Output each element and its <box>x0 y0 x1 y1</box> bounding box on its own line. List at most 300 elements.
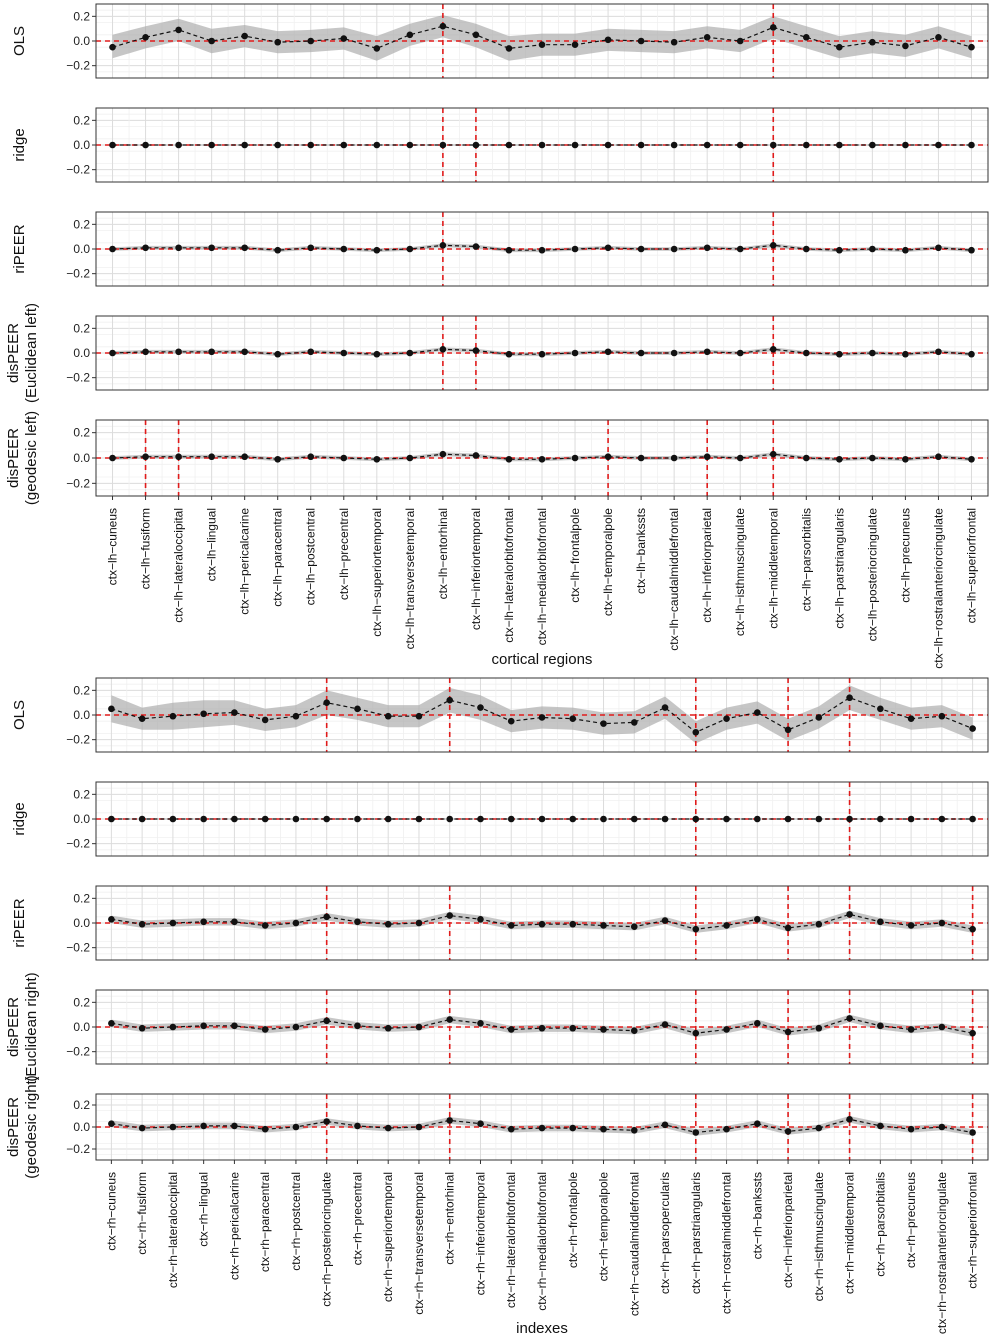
data-point <box>969 1129 976 1136</box>
data-point <box>208 142 215 149</box>
data-point <box>770 242 777 249</box>
y-tick-label: −0.2 <box>66 732 90 747</box>
data-point <box>323 1118 330 1125</box>
data-point <box>407 142 414 149</box>
data-point <box>671 246 678 253</box>
data-point <box>446 1016 453 1023</box>
data-point <box>723 1026 730 1033</box>
y-tick-label: 0.2 <box>73 683 90 698</box>
category-label: ctx−rh−superiortemporal <box>381 1172 396 1303</box>
data-point <box>354 706 361 713</box>
data-point <box>407 455 414 462</box>
data-point <box>374 142 381 149</box>
data-point <box>446 697 453 704</box>
data-point <box>816 1125 823 1132</box>
panel-label: OLS <box>11 699 28 731</box>
data-point <box>600 720 607 727</box>
data-point <box>902 456 909 463</box>
data-point <box>407 350 414 357</box>
category-label: ctx−lh−frontalpole <box>568 508 582 603</box>
data-point <box>108 1020 115 1027</box>
category-label: ctx−lh−parstriangularis <box>832 508 847 629</box>
data-point <box>836 456 843 463</box>
data-point <box>939 1124 946 1131</box>
panel-0 <box>11 678 988 752</box>
data-point <box>671 39 678 46</box>
data-point <box>935 244 942 251</box>
category-label: ctx−lh−middletemporal <box>766 508 781 629</box>
data-point <box>446 912 453 919</box>
data-point <box>638 38 645 45</box>
data-point <box>307 348 314 355</box>
data-point <box>662 1021 669 1028</box>
data-point <box>477 816 484 823</box>
data-point <box>969 926 976 933</box>
data-point <box>908 922 915 929</box>
data-point <box>723 715 730 722</box>
x-axis-label: indexes <box>516 1320 568 1337</box>
panel-label: ridge <box>11 128 28 162</box>
y-tick-label: −0.2 <box>66 1142 90 1156</box>
data-point <box>231 1123 238 1130</box>
data-point <box>416 713 423 720</box>
data-point <box>506 351 513 358</box>
data-point <box>539 714 546 721</box>
data-point <box>139 715 146 722</box>
data-point <box>231 816 238 823</box>
y-tick-label: 0.0 <box>73 812 90 826</box>
data-point <box>935 348 942 355</box>
data-point <box>446 816 453 823</box>
data-point <box>508 1026 515 1033</box>
category-label: ctx−rh−middletemporal <box>842 1172 857 1295</box>
y-tick-label: −0.2 <box>66 266 90 281</box>
data-point <box>506 142 513 149</box>
category-label: ctx−rh−postcentral <box>288 1172 303 1271</box>
data-point <box>142 34 149 41</box>
data-point <box>846 1116 853 1123</box>
data-point <box>631 923 638 930</box>
chart-right-hemisphere <box>5 678 988 1337</box>
data-point <box>939 1024 946 1031</box>
data-point <box>908 715 915 722</box>
panel-label: riPEER <box>11 898 28 948</box>
category-label: ctx−lh−pericalcarine <box>237 508 252 615</box>
data-point <box>208 348 215 355</box>
data-point <box>723 922 730 929</box>
data-point <box>323 699 330 706</box>
category-label: ctx−rh−lingual <box>196 1172 211 1247</box>
data-point <box>935 453 942 460</box>
y-tick-label: 0.0 <box>73 138 90 152</box>
data-point <box>836 247 843 254</box>
data-point <box>340 142 347 149</box>
data-point <box>816 1025 823 1032</box>
data-point <box>939 920 946 927</box>
y-tick-label: 0.2 <box>73 321 90 336</box>
data-point <box>877 918 884 925</box>
data-point <box>200 710 207 717</box>
y-tick-label: 0.2 <box>73 9 90 24</box>
data-point <box>638 142 645 149</box>
data-point <box>109 246 116 253</box>
data-point <box>293 1024 300 1031</box>
panel-label: OLS <box>11 25 28 57</box>
y-tick-label: 0.2 <box>73 995 90 1010</box>
data-point <box>704 142 711 149</box>
data-point <box>754 709 761 716</box>
data-point <box>908 816 915 823</box>
data-point <box>600 816 607 823</box>
data-point <box>638 246 645 253</box>
data-point <box>108 1120 115 1127</box>
y-tick-label: 0.0 <box>73 346 90 360</box>
data-point <box>877 816 884 823</box>
category-label: ctx−rh−parsopercularis <box>658 1172 672 1295</box>
data-point <box>231 918 238 925</box>
y-tick-label: −0.2 <box>66 836 90 851</box>
data-point <box>785 1029 792 1036</box>
data-point <box>506 456 513 463</box>
data-point <box>836 351 843 358</box>
category-label: ctx−lh−inferiortemporal <box>468 508 483 631</box>
data-point <box>241 142 248 149</box>
data-point <box>968 351 975 358</box>
data-point <box>692 1129 699 1136</box>
data-point <box>307 453 314 460</box>
data-point <box>142 244 149 251</box>
data-point <box>274 39 281 46</box>
data-point <box>200 1022 207 1029</box>
y-tick-label: 0.0 <box>73 1020 90 1034</box>
panel-1 <box>11 782 988 856</box>
data-point <box>374 247 381 254</box>
data-point <box>200 918 207 925</box>
data-point <box>374 45 381 52</box>
data-point <box>170 920 177 927</box>
category-label: ctx−lh−bankssts <box>634 508 649 595</box>
category-label: ctx−rh−posteriorcingulate <box>319 1172 334 1307</box>
category-label: ctx−rh−cuneus <box>104 1172 119 1251</box>
data-point <box>416 920 423 927</box>
category-label: ctx−rh−inferiortemporal <box>473 1172 488 1296</box>
data-point <box>473 243 480 250</box>
category-label: ctx−lh−temporalpole <box>601 508 616 617</box>
category-label: ctx−lh−superiorfrontal <box>964 508 979 624</box>
data-point <box>175 453 182 460</box>
data-point <box>416 816 423 823</box>
data-point <box>274 247 281 254</box>
data-point <box>704 348 711 355</box>
y-tick-label: 0.2 <box>73 1098 90 1112</box>
data-point <box>969 725 976 732</box>
y-tick-label: 0.2 <box>73 425 90 440</box>
data-point <box>354 1123 361 1130</box>
data-point <box>508 1126 515 1133</box>
data-point <box>539 351 546 358</box>
category-label: ctx−rh−parstriangularis <box>688 1172 703 1295</box>
panel-1 <box>11 108 988 182</box>
data-point <box>692 1030 699 1037</box>
category-label: ctx−rh−fusiform <box>135 1172 150 1255</box>
data-point <box>785 727 792 734</box>
data-point <box>692 729 699 736</box>
data-point <box>631 719 638 726</box>
data-point <box>754 816 761 823</box>
data-point <box>662 917 669 924</box>
data-point <box>446 1117 453 1124</box>
data-point <box>605 142 612 149</box>
category-label: ctx−rh−entorhinal <box>442 1172 457 1265</box>
data-point <box>506 247 513 254</box>
panel-label-sub: (Euclidean left) <box>23 302 40 404</box>
data-point <box>416 1024 423 1031</box>
data-point <box>754 1120 761 1127</box>
y-tick-label: 0.0 <box>73 1120 90 1134</box>
data-point <box>477 704 484 711</box>
y-tick-label: 0.2 <box>73 217 90 232</box>
data-point <box>846 1015 853 1022</box>
data-point <box>274 456 281 463</box>
data-point <box>539 921 546 928</box>
data-point <box>108 916 115 923</box>
panel-label: disPEER <box>5 1096 22 1158</box>
category-label: ctx−lh−superiortemporal <box>369 508 384 637</box>
data-point <box>754 1020 761 1027</box>
category-label: ctx−lh−lingual <box>204 508 219 582</box>
data-point <box>785 1128 792 1135</box>
data-point <box>175 348 182 355</box>
data-point <box>605 244 612 251</box>
data-point <box>638 350 645 357</box>
data-point <box>869 455 876 462</box>
data-point <box>170 816 177 823</box>
data-point <box>175 244 182 251</box>
category-label: ctx−lh−cuneus <box>105 508 120 586</box>
data-point <box>638 455 645 462</box>
data-point <box>877 706 884 713</box>
data-point <box>241 348 248 355</box>
data-point <box>241 244 248 251</box>
data-point <box>307 142 314 149</box>
data-point <box>293 920 300 927</box>
data-point <box>770 24 777 31</box>
data-point <box>539 247 546 254</box>
data-point <box>869 246 876 253</box>
panel-label: disPEER <box>5 322 22 384</box>
data-point <box>569 816 576 823</box>
data-point <box>969 1030 976 1037</box>
data-point <box>539 1125 546 1132</box>
data-point <box>836 142 843 149</box>
data-point <box>662 1122 669 1129</box>
data-point <box>902 351 909 358</box>
data-point <box>109 455 116 462</box>
category-label: ctx−rh−precuneus <box>904 1172 919 1269</box>
data-point <box>816 714 823 721</box>
data-point <box>770 451 777 458</box>
data-point <box>704 244 711 251</box>
data-point <box>902 142 909 149</box>
data-point <box>704 34 711 41</box>
data-point <box>935 34 942 41</box>
data-point <box>340 246 347 253</box>
data-point <box>385 1125 392 1132</box>
data-point <box>846 816 853 823</box>
data-point <box>770 142 777 149</box>
panel-label: ridge <box>11 802 28 836</box>
data-point <box>935 142 942 149</box>
data-point <box>241 453 248 460</box>
data-point <box>671 455 678 462</box>
y-tick-label: −0.2 <box>66 1044 90 1059</box>
category-label: ctx−rh−parsorbitalis <box>873 1172 888 1277</box>
data-point <box>737 142 744 149</box>
y-tick-label: 0.0 <box>73 34 90 48</box>
category-label: ctx−rh−temporalpole <box>596 1172 611 1282</box>
y-tick-label: 0.0 <box>73 451 90 465</box>
panel-4 <box>5 1075 988 1178</box>
data-point <box>692 926 699 933</box>
data-point <box>939 816 946 823</box>
data-point <box>354 918 361 925</box>
data-point <box>477 1120 484 1127</box>
data-point <box>877 1123 884 1130</box>
data-point <box>908 1126 915 1133</box>
category-label: ctx−lh−paracentral <box>270 508 285 607</box>
data-point <box>803 350 810 357</box>
data-point <box>340 35 347 42</box>
data-point <box>539 142 546 149</box>
data-point <box>293 1124 300 1131</box>
category-label: ctx−lh−postcentral <box>303 508 318 606</box>
category-label: ctx−rh−isthmuscingulate <box>811 1172 826 1302</box>
data-point <box>968 247 975 254</box>
data-point <box>323 1018 330 1025</box>
category-label: ctx−rh−transversetemporal <box>412 1172 426 1315</box>
data-point <box>170 1024 177 1031</box>
data-point <box>968 456 975 463</box>
category-label: ctx−rh−medialorbitofrontal <box>535 1172 549 1311</box>
data-point <box>939 713 946 720</box>
data-point <box>723 816 730 823</box>
category-label: ctx−lh−parsorbitalis <box>799 508 814 612</box>
data-point <box>274 142 281 149</box>
data-point <box>846 694 853 701</box>
data-point <box>293 713 300 720</box>
data-point <box>569 1125 576 1132</box>
y-tick-label: −0.2 <box>66 476 90 491</box>
category-label: ctx−rh−rostralanteriorcingulate <box>934 1172 949 1335</box>
data-point <box>569 921 576 928</box>
data-point <box>671 350 678 357</box>
data-point <box>662 816 669 823</box>
data-point <box>473 32 480 39</box>
data-point <box>323 816 330 823</box>
chart-left-hemisphere <box>5 4 988 669</box>
data-point <box>631 816 638 823</box>
data-point <box>836 44 843 51</box>
data-point <box>139 1025 146 1032</box>
data-point <box>572 41 579 48</box>
category-label: ctx−lh−fusiform <box>138 508 153 590</box>
category-label: ctx−lh−caudalmiddlefrontal <box>667 508 682 651</box>
data-point <box>293 816 300 823</box>
data-point <box>208 453 215 460</box>
data-point <box>175 142 182 149</box>
data-point <box>846 911 853 918</box>
panel-3 <box>5 972 988 1081</box>
panel-0 <box>11 4 988 78</box>
data-point <box>473 347 480 354</box>
data-point <box>440 346 447 353</box>
data-point <box>109 142 116 149</box>
data-point <box>231 1022 238 1029</box>
panel-label: riPEER <box>11 224 28 274</box>
data-point <box>440 242 447 249</box>
data-point <box>374 456 381 463</box>
data-point <box>508 816 515 823</box>
category-label: ctx−lh−isthmuscingulate <box>733 508 748 637</box>
panel-3 <box>5 303 988 403</box>
data-point <box>754 916 761 923</box>
data-point <box>200 816 207 823</box>
data-point <box>692 816 699 823</box>
data-point <box>241 33 248 40</box>
data-point <box>969 816 976 823</box>
data-point <box>262 1026 269 1033</box>
data-point <box>902 247 909 254</box>
data-point <box>385 713 392 720</box>
category-label: ctx−rh−paracentral <box>258 1172 273 1273</box>
data-point <box>572 350 579 357</box>
data-point <box>803 246 810 253</box>
data-point <box>108 816 115 823</box>
data-point <box>340 455 347 462</box>
data-point <box>704 453 711 460</box>
data-point <box>877 1022 884 1029</box>
y-tick-label: −0.2 <box>66 370 90 385</box>
data-point <box>139 816 146 823</box>
x-axis-label: cortical regions <box>491 651 593 668</box>
data-point <box>803 142 810 149</box>
y-tick-label: 0.2 <box>73 113 90 128</box>
y-tick-label: 0.0 <box>73 242 90 256</box>
data-point <box>374 351 381 358</box>
y-tick-label: 0.2 <box>73 787 90 802</box>
data-point <box>323 914 330 921</box>
data-point <box>572 246 579 253</box>
category-label: ctx−rh−frontalpole <box>565 1172 580 1269</box>
data-point <box>600 1126 607 1133</box>
category-label: ctx−rh−lateraloccipital <box>165 1172 180 1289</box>
data-point <box>869 39 876 46</box>
data-point <box>274 351 281 358</box>
data-point <box>440 142 447 149</box>
category-label: ctx−lh−transversetemporal <box>402 508 417 650</box>
panel-label: disPEER <box>5 996 22 1058</box>
data-point <box>605 453 612 460</box>
data-point <box>785 816 792 823</box>
data-point <box>385 816 392 823</box>
data-point <box>737 455 744 462</box>
category-label: ctx−lh−entorhinal <box>435 508 450 600</box>
category-label: ctx−lh−rostralanteriorcingulate <box>931 508 946 669</box>
data-point <box>869 350 876 357</box>
data-point <box>385 921 392 928</box>
category-label: ctx−lh−precuneus <box>898 508 913 603</box>
data-point <box>262 717 269 724</box>
